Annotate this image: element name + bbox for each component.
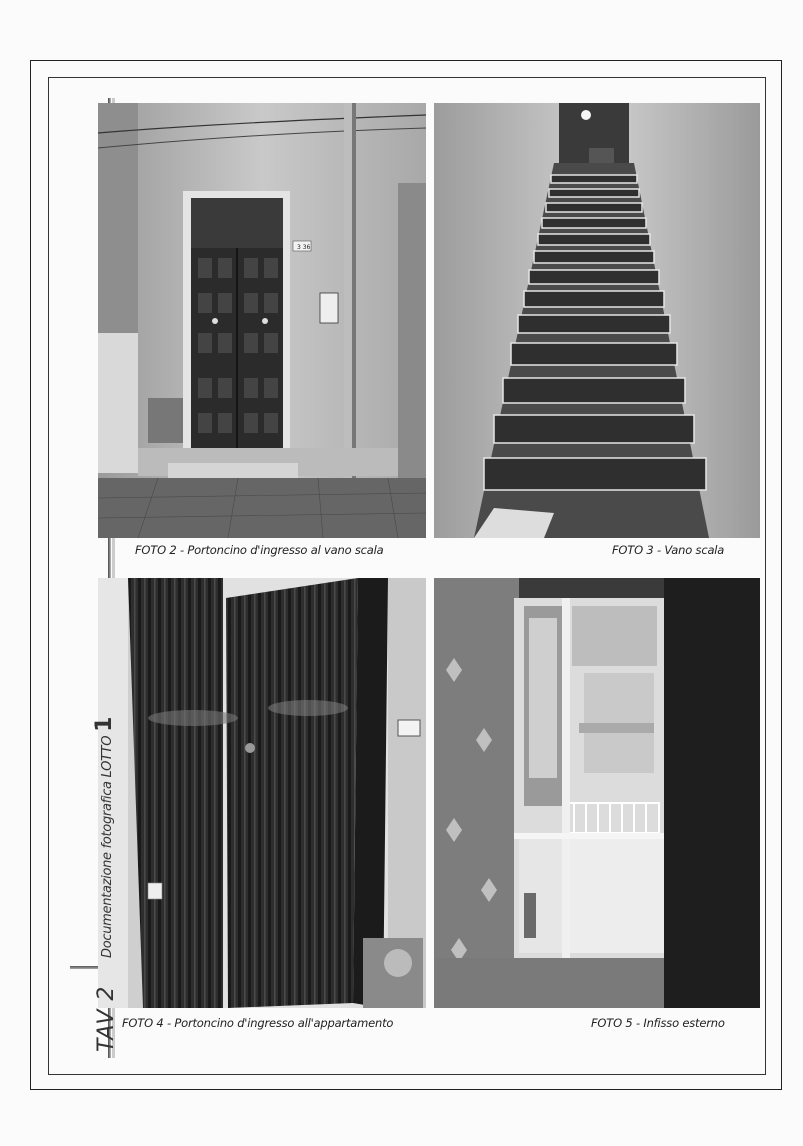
photo-caption: FOTO 5 - Infisso esterno <box>591 1016 725 1030</box>
section-title-text: Documentazione fotografica LOTTO <box>100 735 115 958</box>
photo-apartment-door <box>98 578 426 1008</box>
photo-caption: FOTO 4 - Portoncino d'ingresso all'appartamento <box>122 1016 394 1030</box>
house-number-plate: 3 36 <box>297 244 311 251</box>
photo-stairwell <box>434 103 760 538</box>
section-title <box>92 717 117 958</box>
photo-caption: FOTO 2 - Portoncino d'ingresso al vano scala <box>135 543 384 557</box>
lotto-number: 1 <box>92 716 117 732</box>
photo-entrance-door <box>98 103 426 538</box>
tav-label: TAV 2 <box>94 985 119 1052</box>
photo-caption: FOTO 3 - Vano scala <box>612 543 725 557</box>
photo-exterior-window <box>434 578 760 1008</box>
